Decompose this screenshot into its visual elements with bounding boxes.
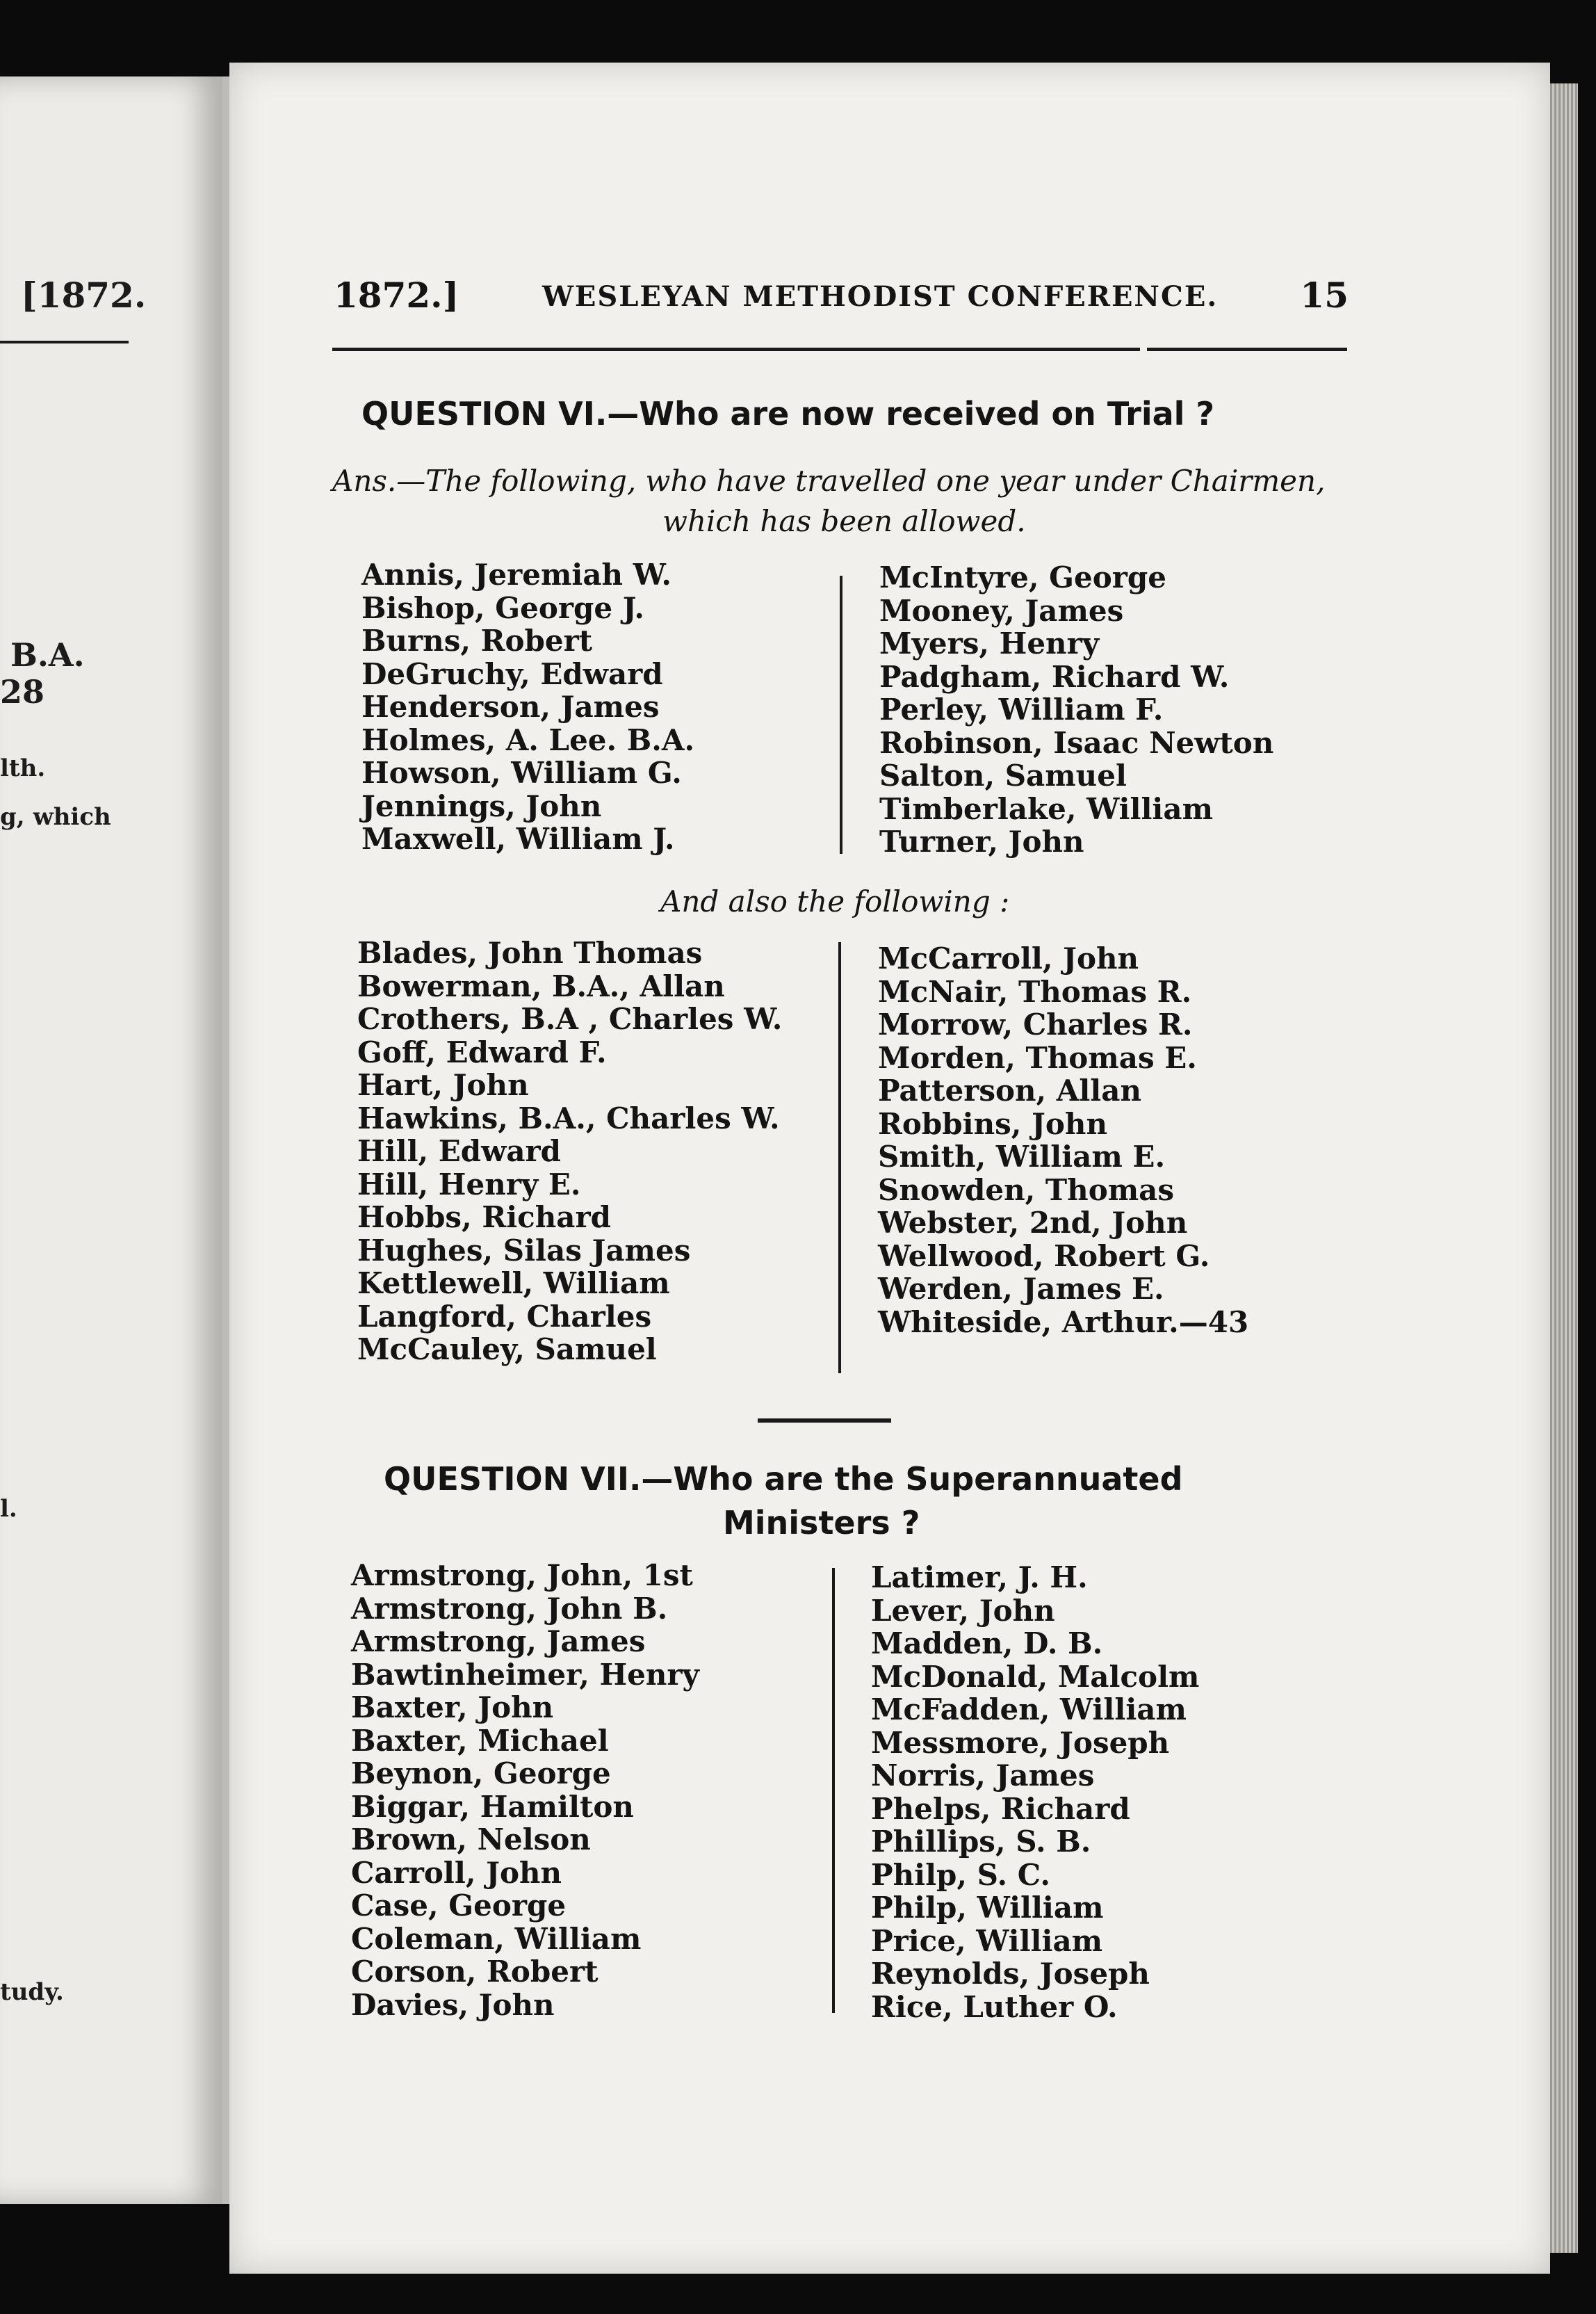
list-item: Phelps, Richard bbox=[871, 1791, 1130, 1826]
question-7-right bbox=[871, 1561, 1199, 2023]
left-page-fragment: g, which bbox=[0, 803, 111, 831]
list-item: Whiteside, Arthur.—43 bbox=[878, 1304, 1249, 1339]
question-6-group-1-left bbox=[361, 558, 694, 856]
list-item: Werden, James E. bbox=[878, 1272, 1164, 1306]
list-item: Reynolds, Joseph bbox=[871, 1957, 1150, 1991]
list-item: Case, George bbox=[351, 1888, 567, 1923]
question-7-left bbox=[351, 1559, 699, 2021]
question-6-answer-line-1: Ans.—The following, who have travelled one year under Chairmen, bbox=[332, 464, 1326, 498]
header-title: WESLEYAN METHODIST CONFERENCE. bbox=[542, 280, 1219, 313]
left-page-fragment: tudy. bbox=[0, 1978, 64, 2006]
list-item: Maxwell, William J. bbox=[361, 822, 675, 856]
list-item: McFadden, William bbox=[871, 1692, 1187, 1726]
list-item: Annis, Jeremiah W. bbox=[361, 558, 671, 592]
list-item: Baxter, John bbox=[351, 1690, 554, 1724]
list-item: Robinson, Isaac Newton bbox=[879, 725, 1274, 760]
list-item: Brown, Nelson bbox=[351, 1822, 591, 1856]
list-item: Messmore, Joseph bbox=[871, 1725, 1170, 1760]
list-item: Burns, Robert bbox=[361, 624, 593, 658]
list-item: Snowden, Thomas bbox=[878, 1172, 1175, 1207]
left-page-fragment: lth. bbox=[0, 754, 46, 782]
list-item: Lever, John bbox=[871, 1593, 1055, 1628]
list-item: Bishop, George J. bbox=[361, 590, 644, 625]
list-item: Carroll, John bbox=[351, 1855, 562, 1890]
list-item: Armstrong, John, 1st bbox=[351, 1558, 693, 1592]
section-divider bbox=[758, 1418, 891, 1423]
header-rule-left bbox=[332, 348, 1140, 351]
list-item: Myers, Henry bbox=[879, 626, 1100, 661]
left-page-year: [1872. bbox=[21, 275, 147, 316]
list-item: Wellwood, Robert G. bbox=[878, 1238, 1210, 1273]
list-item: McCarroll, John bbox=[878, 941, 1139, 976]
list-item: Morrow, Charles R. bbox=[878, 1008, 1193, 1042]
list-item: McNair, Thomas R. bbox=[878, 974, 1192, 1009]
list-item: Armstrong, John B. bbox=[351, 1591, 668, 1626]
left-page bbox=[0, 76, 229, 2204]
list-item: Perley, William F. bbox=[879, 693, 1164, 727]
list-item: Goff, Edward F. bbox=[357, 1035, 607, 1069]
list-item: Bawtinheimer, Henry bbox=[351, 1657, 699, 1692]
column-divider bbox=[838, 942, 841, 1373]
list-item: Corson, Robert bbox=[351, 1955, 598, 1989]
list-item: Philp, S. C. bbox=[871, 1857, 1051, 1892]
list-item: Beynon, George bbox=[351, 1756, 611, 1790]
list-item: Norris, James bbox=[871, 1758, 1095, 1793]
list-item: Jennings, John bbox=[361, 788, 602, 823]
list-item: Robbins, John bbox=[878, 1106, 1107, 1141]
question-7-heading-line-2: Ministers ? bbox=[723, 1504, 920, 1542]
list-item: Latimer, J. H. bbox=[871, 1560, 1088, 1594]
list-item: Philp, William bbox=[871, 1891, 1104, 1925]
page-edge bbox=[1550, 83, 1578, 2253]
list-item: McDonald, Malcolm bbox=[871, 1659, 1200, 1694]
list-item: Patterson, Allan bbox=[878, 1074, 1142, 1108]
list-item: Madden, D. B. bbox=[871, 1626, 1103, 1660]
question-6-answer-line-2: which has been allowed. bbox=[662, 504, 1026, 538]
list-item: Blades, John Thomas bbox=[357, 936, 703, 970]
list-item: Turner, John bbox=[879, 825, 1084, 859]
list-item: Crothers, B.A , Charles W. bbox=[357, 1002, 783, 1036]
also-following-line: And also the following : bbox=[660, 884, 1010, 919]
list-item: McCauley, Samuel bbox=[357, 1332, 657, 1366]
list-item: Holmes, A. Lee. B.A. bbox=[361, 722, 695, 757]
list-item: Biggar, Hamilton bbox=[351, 1789, 634, 1824]
list-item: Smith, William E. bbox=[878, 1140, 1166, 1174]
list-item: Morden, Thomas E. bbox=[878, 1040, 1197, 1075]
question-6-heading: QUESTION VI.—Who are now received on Trial ? bbox=[361, 395, 1215, 432]
list-item: Langford, Charles bbox=[357, 1299, 652, 1334]
list-item: DeGruchy, Edward bbox=[361, 656, 663, 691]
list-item: Armstrong, James bbox=[351, 1624, 646, 1658]
list-item: Davies, John bbox=[351, 1987, 555, 2022]
left-page-fragment: 28 bbox=[0, 673, 45, 711]
list-item: Kettlewell, William bbox=[357, 1266, 670, 1300]
column-divider bbox=[832, 1568, 835, 2013]
list-item: Rice, Luther O. bbox=[871, 1989, 1118, 2024]
list-item: Hart, John bbox=[357, 1068, 529, 1102]
list-item: Hill, Henry E. bbox=[357, 1167, 581, 1202]
list-item: Phillips, S. B. bbox=[871, 1824, 1091, 1859]
page-number: 15 bbox=[1300, 275, 1349, 316]
list-item: Henderson, James bbox=[361, 690, 660, 724]
column-divider bbox=[840, 576, 842, 854]
list-item: Coleman, William bbox=[351, 1921, 642, 1956]
left-page-fragment: B.A. bbox=[10, 636, 85, 674]
running-header bbox=[334, 275, 1349, 323]
list-item: McIntyre, George bbox=[879, 560, 1166, 594]
list-item: Bowerman, B.A., Allan bbox=[357, 969, 725, 1003]
header-rule-right bbox=[1147, 348, 1347, 351]
list-item: Mooney, James bbox=[879, 593, 1124, 628]
left-page-fragment: l. bbox=[0, 1495, 17, 1523]
list-item: Webster, 2nd, John bbox=[878, 1206, 1188, 1240]
list-item: Timberlake, William bbox=[879, 791, 1214, 826]
list-item: Hill, Edward bbox=[357, 1134, 562, 1168]
question-6-group-2-right bbox=[878, 942, 1248, 1338]
list-item: Price, William bbox=[871, 1923, 1103, 1958]
list-item: Howson, William G. bbox=[361, 756, 682, 790]
header-year: 1872.] bbox=[334, 275, 459, 316]
list-item: Baxter, Michael bbox=[351, 1723, 609, 1758]
list-item: Padgham, Richard W. bbox=[879, 659, 1230, 694]
list-item: Hughes, Silas James bbox=[357, 1233, 691, 1268]
list-item: Hawkins, B.A., Charles W. bbox=[357, 1101, 780, 1135]
list-item: Hobbs, Richard bbox=[357, 1200, 611, 1234]
question-6-group-2-left bbox=[357, 937, 782, 1366]
question-7-heading-line-1: QUESTION VII.—Who are the Superannuated bbox=[384, 1460, 1183, 1498]
question-6-group-1-right bbox=[879, 561, 1273, 859]
list-item: Salton, Samuel bbox=[879, 759, 1127, 793]
left-page-rule bbox=[0, 341, 129, 343]
